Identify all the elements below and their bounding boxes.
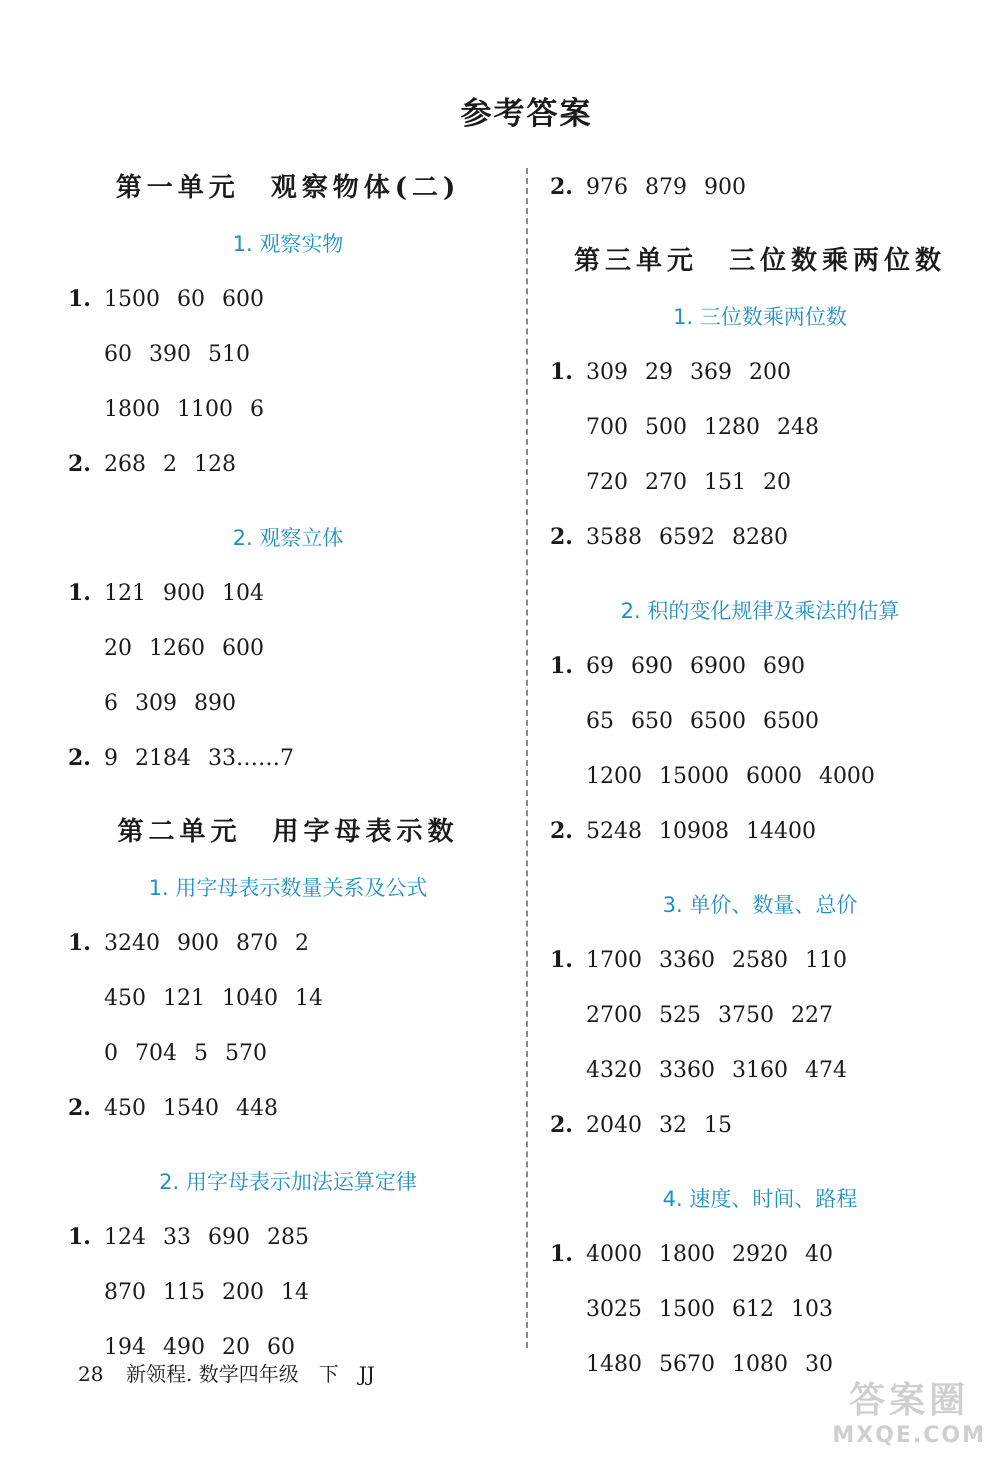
question-number: 1. (68, 930, 91, 956)
answer-line (550, 1043, 970, 1098)
answer-values: 1800 1100 6 (104, 397, 264, 422)
left-column (68, 160, 508, 1375)
answer-values: 6 309 890 (104, 691, 236, 716)
answer-values: 976 879 900 (586, 175, 746, 200)
answer-values: 69 690 6900 690 (586, 654, 805, 679)
question-number: 2. (68, 745, 91, 771)
question-number: 2. (68, 451, 91, 477)
answer-values: 121 900 104 (104, 581, 264, 606)
section-heading: 1. 观察实物 (232, 232, 344, 256)
section-heading: 2. 观察立体 (232, 526, 344, 550)
answer-values: 700 500 1280 248 (586, 415, 819, 440)
answer-values: 60 390 510 (104, 342, 250, 367)
answer-line (68, 382, 508, 437)
answer-values: 20 1260 600 (104, 636, 264, 661)
spacer (550, 565, 970, 583)
unit-heading: 第三单元 三位数乘两位数 (573, 246, 946, 276)
answer-line (550, 639, 970, 694)
answer-values: 870 115 200 14 (104, 1280, 309, 1305)
answer-line (550, 1282, 970, 1337)
answer-line (68, 272, 508, 327)
answer-line (550, 1098, 970, 1153)
section-heading: 3. 单价、数量、总价 (662, 893, 858, 917)
answer-line (68, 731, 508, 786)
answer-line (550, 455, 970, 510)
answer-values: 720 270 151 20 (586, 470, 791, 495)
column-divider (526, 168, 528, 1348)
answer-line (68, 676, 508, 731)
unit-heading: 第一单元 观察物体(二) (115, 173, 461, 203)
question-number: 2. (550, 1112, 573, 1138)
spacer (68, 786, 508, 804)
answer-values: 9 2184 33……7 (104, 746, 294, 771)
question-number: 1. (68, 1224, 91, 1250)
watermark-logo-text: 答案圈 (849, 1380, 970, 1421)
answer-values: 1200 15000 6000 4000 (586, 764, 875, 789)
question-number: 1. (68, 286, 91, 312)
answer-values: 3025 1500 612 103 (586, 1297, 833, 1322)
spacer (68, 492, 508, 510)
right-column (550, 160, 970, 1392)
answer-values: 3588 6592 8280 (586, 525, 788, 550)
answer-line (550, 933, 970, 988)
section-heading: 2. 积的变化规律及乘法的估算 (620, 599, 900, 623)
answer-values: 1700 3360 2580 110 (586, 948, 847, 973)
answer-values: 2040 32 15 (586, 1113, 732, 1138)
answer-values: 450 1540 448 (104, 1096, 278, 1121)
answer-line (68, 916, 508, 971)
answer-line (68, 1210, 508, 1265)
answer-line (550, 1227, 970, 1282)
answer-line (68, 437, 508, 492)
question-number: 1. (68, 580, 91, 606)
watermark (832, 1372, 986, 1448)
answer-values: 2700 525 3750 227 (586, 1003, 833, 1028)
question-number: 2. (550, 818, 573, 844)
answer-values: 3240 900 870 2 (104, 931, 309, 956)
spacer (68, 1136, 508, 1154)
answer-line (68, 971, 508, 1026)
answer-line (550, 694, 970, 749)
unit-heading: 第二单元 用字母表示数 (117, 817, 459, 847)
question-number: 2. (550, 524, 573, 550)
answer-line (550, 160, 970, 215)
answer-line (550, 400, 970, 455)
answer-values: 194 490 20 60 (104, 1335, 295, 1360)
answer-line (550, 988, 970, 1043)
answer-values: 5248 10908 14400 (586, 819, 816, 844)
answer-values: 1500 60 600 (104, 287, 264, 312)
section-heading: 1. 用字母表示数量关系及公式 (148, 876, 428, 900)
page-title: 参考答案 (460, 96, 593, 132)
book-title: 新领程. 数学四年级 下 JJ (126, 1362, 375, 1386)
question-number: 2. (68, 1095, 91, 1121)
answer-values: 4320 3360 3160 474 (586, 1058, 847, 1083)
question-number: 1. (550, 1241, 573, 1267)
answer-line (68, 1026, 508, 1081)
answer-values: 124 33 690 285 (104, 1225, 309, 1250)
answer-values: 4000 1800 2920 40 (586, 1242, 833, 1267)
section-heading: 1. 三位数乘两位数 (673, 305, 847, 329)
answer-values: 268 2 128 (104, 452, 236, 477)
answer-line (68, 327, 508, 382)
answer-values: 309 29 369 200 (586, 360, 791, 385)
answer-line (68, 1081, 508, 1136)
spacer (550, 215, 970, 233)
answer-line (550, 345, 970, 400)
spacer (550, 1153, 970, 1171)
question-number: 1. (550, 947, 573, 973)
question-number: 1. (550, 359, 573, 385)
answer-line (68, 566, 508, 621)
watermark-url: MXQE.COM (832, 1423, 986, 1448)
answer-values: 0 704 5 570 (104, 1041, 267, 1066)
answer-values: 1480 5670 1080 30 (586, 1352, 833, 1377)
question-number: 2. (550, 174, 573, 200)
answer-line (68, 621, 508, 676)
answer-line (68, 1265, 508, 1320)
page-footer (78, 1358, 375, 1387)
section-heading: 2. 用字母表示加法运算定律 (159, 1170, 417, 1194)
section-heading: 4. 速度、时间、路程 (662, 1187, 858, 1211)
spacer (550, 859, 970, 877)
page-number: 28 (78, 1362, 104, 1386)
question-number: 1. (550, 653, 573, 679)
answer-values: 65 650 6500 6500 (586, 709, 819, 734)
answer-line (550, 749, 970, 804)
answer-values: 450 121 1040 14 (104, 986, 323, 1011)
answer-line (550, 510, 970, 565)
answer-line (550, 804, 970, 859)
